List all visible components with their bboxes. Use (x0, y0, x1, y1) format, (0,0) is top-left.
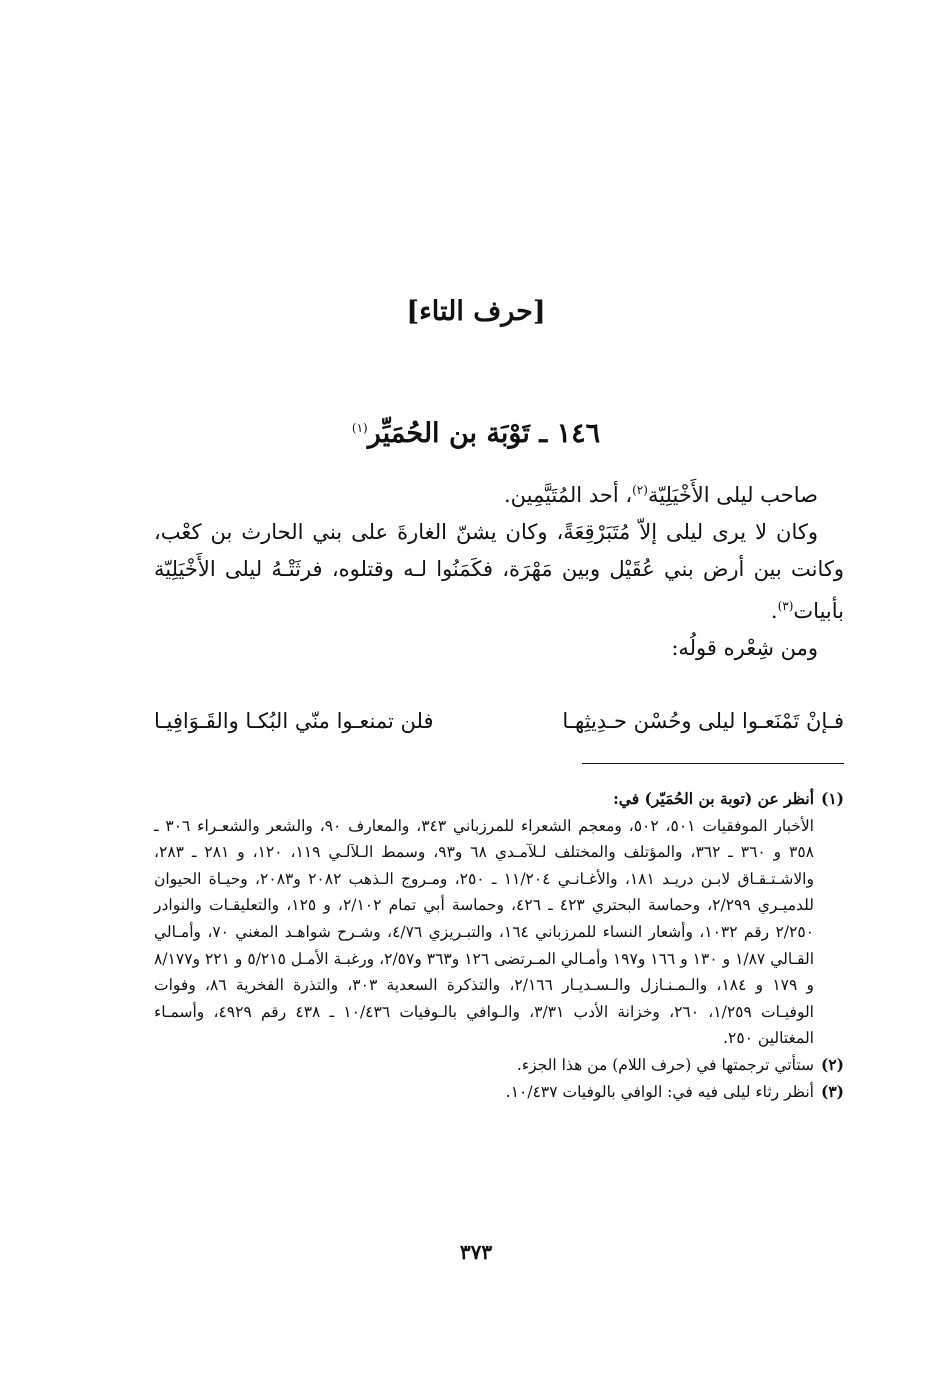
footnote-3-text: أنظر رثاء ليلى فيه في: الوافي بالوفيات ١٠/٤٣٧. (505, 1082, 814, 1101)
footnote-1 (154, 786, 844, 1052)
footnote-1-text: الأخبار الموفقيات ٥٠١، ٥٠٢، ومعجم الشعراء للمرزباني ٣٤٣، والمعارف ٩٠، والشعر والشعـراء ٣٠٦ ـ ٣٥٨ و ٣٦٠ ـ ٣٦٢، والمؤتلف والمختلف لـلآمـدي ٦٨ و٩٣، وسمط الـلآلـي ١١٩، ١٢٠، و ٢٨١ ـ ٢٨٣، والاشـتـقـاق لابـن دريـد ١٨١، والأغـانـي ١١/٢٠٤ ـ ٢٥٠، ومـروج الـذهب ٢٠٨٢ و٢٠٨٣، وحيـاة الحيوان للدميـري ٢/٢٩٩، وحماسة البحتري ٤٢٣ ـ ٤٢٦، وحماسة أبي تمام ٢/١٠٢، و ١٢٥، والتعليقـات والنوادر ٢/٢٥٠ رقم ١٠٣٢، وأشعار النساء للمرزباني ١٦٤، والتبـريزي ٤/٧٦، وشـرح شواهـد المغني ٧٠، وأمـالي القـالي ١/٨٧ و ١٣٠ و ١٦٦ و١٩٧ وأمـالي المـرتضى ١٢٦ و٣٦٣ و٢/٥٧، ورغبـة الأمـل ٥/٢١٥ و ٢٢١ و٨/١٧٧ و ١٧٩ و ١٨٤، والـمـنـازل والـسـديـار ٢/١٦٦، والتذكرة السعدية ٣٠٣، والتذرة الفخرية ٨٦، وفوات الوفيـات ١/٢٥٩، ٢٦٠، وخزانة الأدب ٣/٣١، والـوافي بالـوفيات ١٠/٤٣٦ ـ ٤٣٨ رقم ٤٩٢٩، وأسمـاء المغتالين ٢٥٠. (154, 816, 814, 1048)
section-title: [حرف التاء] (406, 296, 546, 327)
paragraph-2-text-b: . (770, 599, 778, 623)
paragraph-2 (154, 514, 844, 630)
paragraph-1-text-b: ، أحد المُتَيَّمِين. (503, 483, 633, 507)
page-number: ٣٧٣ (459, 1240, 493, 1264)
footnote-3-number: (٣) (820, 1081, 844, 1101)
note-ref-3: (٣) (777, 599, 794, 613)
entry-body (154, 472, 844, 667)
footnote-1-lead: أنظر عن (توبة بن الحُمَيّر) في: (613, 789, 814, 808)
footnote-2 (154, 1052, 844, 1079)
paragraph-1-text-a: صاحب ليلى الأَخْيَلِيّة (647, 483, 818, 507)
paragraph-1 (154, 472, 844, 514)
entry-title (0, 418, 952, 449)
footnote-2-text: ستأتي ترجمتها في (حرف اللام) من هذا الجزء. (516, 1055, 814, 1074)
paragraph-3: ومن شِعْره قولُه: (671, 636, 818, 660)
entry-title-note-ref: (١) (351, 421, 368, 435)
footnotes (154, 786, 844, 1105)
footnote-2-number: (٢) (820, 1054, 844, 1074)
paragraph-2-text-a: وكان لا يرى ليلى إلاّ مُتَبَرْقِعَةً، وكان يشنّ الغارةَ على بني الحارث بن كعْب، وكانت بين أرض بني عُقَيْل وبين مَهْرَة، فكَمَنُوا لـه وقتلوه، فرثَتْـهُ ليلى الأَخْيَلِيّة بأبيات (154, 520, 844, 623)
footnote-3 (154, 1079, 844, 1106)
note-ref-2: (٢) (632, 483, 648, 497)
entry-number-title: ١٤٦ ـ تَوْبَة بن الحُمَيِّر (367, 418, 601, 449)
verse-first-hemistich: فـإنْ تَمْنَعـوا ليلى وحُسْن حـدِيثِهـا (562, 709, 844, 733)
verse-second-hemistich: فلن تمنعـوا منّي البُكـا والقَـوَافِيـا (154, 709, 434, 733)
footnote-divider (582, 763, 844, 764)
poetry-verse (154, 703, 844, 740)
footnote-1-body (154, 786, 814, 1052)
footnote-1-number: (١) (820, 789, 844, 808)
